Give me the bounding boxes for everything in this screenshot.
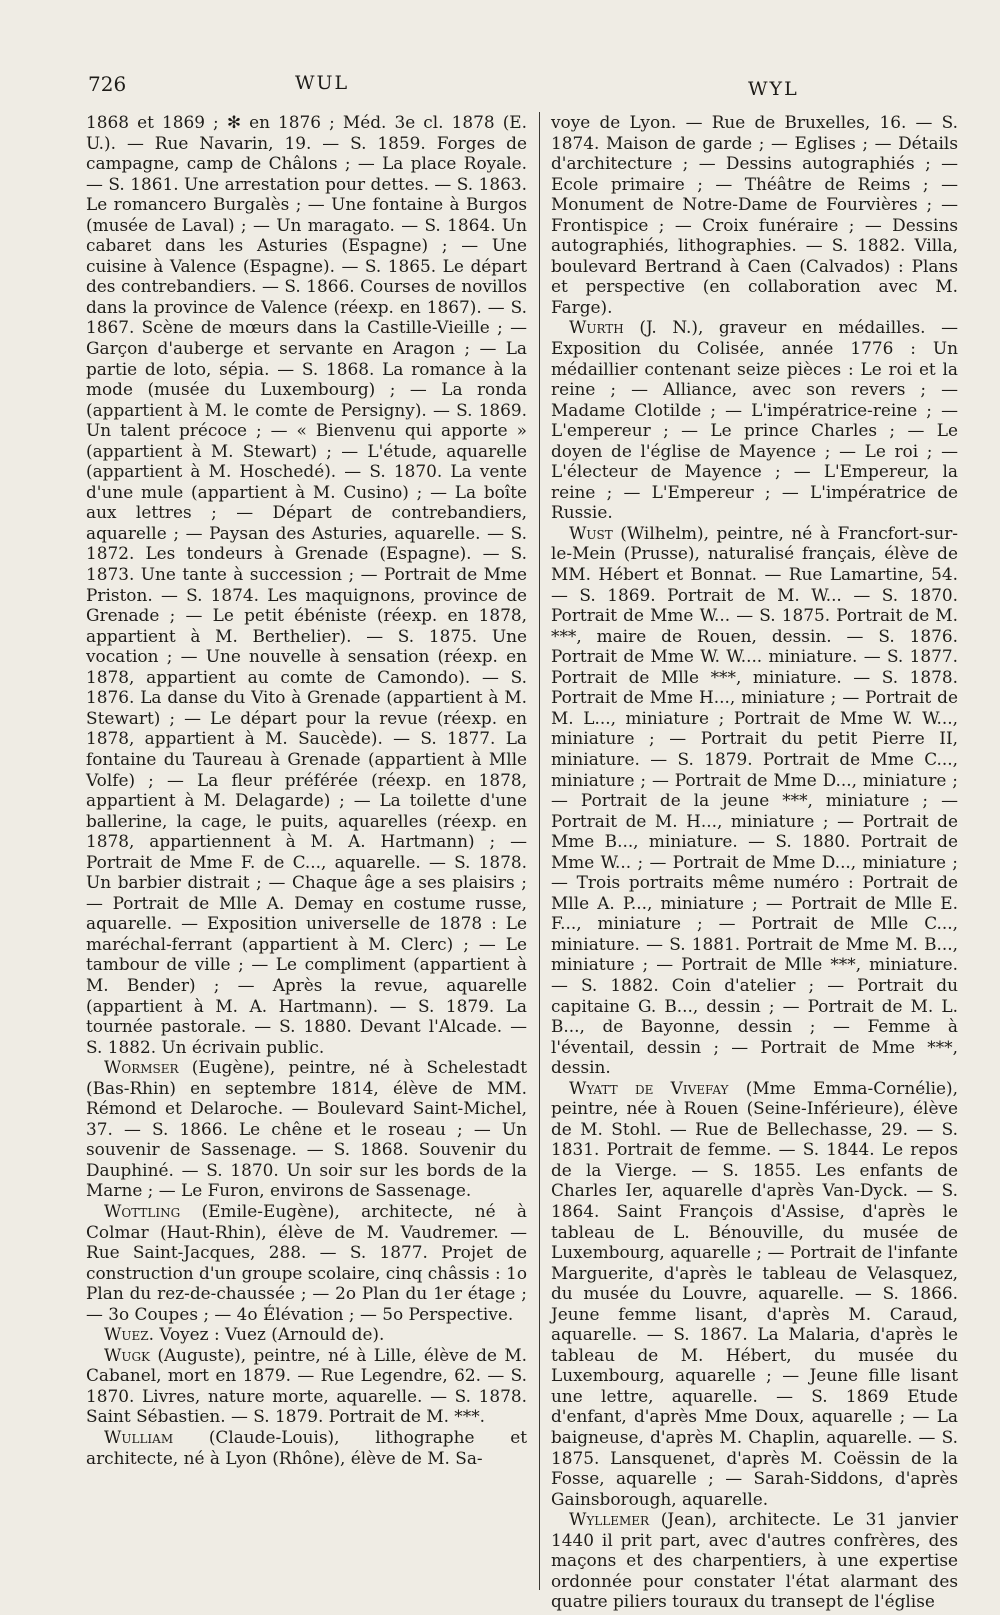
- entry-name: Wurth: [569, 317, 624, 338]
- entry-text: (Jean), architecte. Le 31 janvier 1440 il prit part, avec d'autres confrères, des maçons et des charpentiers, à une expertise ordonnée pour constater l'état alarmant des quatre piliers touraux du transept de l'église: [551, 1509, 958, 1612]
- entry-text: (Wilhelm), peintre, né à Francfort-sur-le-Mein (Prusse), naturalisé français, élève de MM. Hébert et Bonnat. — Rue Lamartine, 54. — S. 1869. Portrait de M. W... — S. 1870. Portrait de Mme W... — S. 1875. Portrait de M. ***, maire de Rouen, dessin. — S. 1876. Portrait de Mme W. W.... miniature. — S. 1877. Portrait de Mlle ***, miniature. — S. 1878. Portrait de Mme H..., miniature ; — Portrait de M. L..., miniature ; Portrait de Mme W. W..., miniature ; — Portrait du petit Pierre II, miniature. — S. 1879. Portrait de Mme C..., miniature ; — Portrait de Mme D..., miniature ; — Portrait de la jeune ***, miniature ; — Portrait de M. H..., miniature ; — Portrait de Mme B..., miniature. — S. 1880. Portrait de Mme W... ; — Portrait de Mme D..., miniature ; — Trois portraits même numéro : Portrait de Mlle A. P..., miniature ; — Portrait de Mlle E. F..., miniature ; — Portrait de Mlle C..., miniature. — S. 1881. Portrait de Mme M. B..., miniature ; — Portrait de Mlle ***, miniature. — S. 1882. Coin d'atelier ; — Portrait du capitaine G. B..., dessin ; — Portrait de M. L. B..., de Bayonne, dessin ; — Femme à l'éventail, dessin ; — Portrait de Mme ***, dessin.: [551, 522, 958, 1078]
- entry-wottling: [86, 1201, 527, 1324]
- continued-entry-text: 1868 et 1869 ; ✻ en 1876 ; Méd. 3e cl. 1878 (E. U.). — Rue Navarin, 19. — S. 1859. Forges de campagne, camp de Châlons ; — La place Royale. — S. 1861. Une arrestation pour dettes. — S. 1863. Le romancero Burgalès ; — Une fontaine à Burgos (musée de Laval) ; — Un maragato. — S. 1864. Un cabaret dans les Asturies (Espagne) ; — Une cuisine à Valence (Espagne). — S. 1865. Le départ des contrebandiers. — S. 1866. Courses de novillos dans la province de Valence (réexp. en 1867). — S. 1867. Scène de mœurs dans la Castille-Vieille ; — Garçon d'auberge et servante en Aragon ; — La partie de loto, sépia. — S. 1868. La romance à la mode (musée du Luxembourg) ; — La ronda (appartient à M. le comte de Persigny). — S. 1869. Un talent précoce ; — « Bienvenu qui apporte » (appartient à M. Stewart) ; — L'étude, aquarelle (appartient à M. Hoschedé). — S. 1870. La vente d'une mule (appartient à M. Cusino) ; — La boîte aux lettres ; — Départ de contrebandiers, aquarelle ; — Paysan des Asturies, aquarelle. — S. 1872. Les tondeurs à Grenade (Espagne). — S. 1873. Une tante à succession ; — Portrait de Mme Priston. — S. 1874. Les maquignons, province de Grenade ; — Le petit ébéniste (réexp. en 1878, appartient à M. Berthelier). — S. 1875. Une vocation ; — Une nouvelle à sensation (réexp. en 1878, appartient au comte de Camondo). — S. 1876. La danse du Vito à Grenade (appartient à M. Stewart) ; — Le départ pour la revue (réexp. en 1878, appartient à M. Saucède). — S. 1877. La fontaine du Taureau à Grenade (appartient à Mlle Volfe) ; — La fleur préférée (réexp. en 1878, appartient à M. Delagarde) ; — La toilette d'une ballerine, la cage, le puits, aquarelles (réexp. en 1878, appartiennent à M. A. Hartmann) ; — Portrait de Mme F. de C..., aquarelle. — S. 1878. Un barbier distrait ; — Chaque âge a ses plaisirs ; — Portrait de Mlle A. Demay en costume russe, aquarelle. — Exposition universelle de 1878 : Le maréchal-ferrant (appartient à M. Clerc) ; — Le tambour de ville ; — Le compliment (appartient à M. Bender) ; — Après la revue, aquarelle (appartient à M. A. Hartmann). — S. 1879. La tournée pastorale. — S. 1880. Devant l'Alcade. — S. 1882. Un écrivain public.: [86, 112, 527, 1057]
- entry-name: Wottling: [104, 1200, 181, 1221]
- entry-name: Wyatt de Vivefay: [569, 1077, 729, 1098]
- entry-wust: [551, 523, 958, 1078]
- entry-name: Wyllemer: [569, 1509, 650, 1530]
- entry-name: Wust: [569, 522, 613, 543]
- entry-name: Wormser: [104, 1057, 179, 1078]
- right-column: [551, 112, 958, 1612]
- left-column: [86, 112, 527, 1592]
- entry-text: (Claude-Louis), lithographe et architecte, né à Lyon (Rhône), élève de M. Sa-: [86, 1427, 527, 1468]
- entry-wormser: [86, 1057, 527, 1201]
- entry-name: Wugk: [104, 1344, 151, 1365]
- right-running-head: WYL: [748, 78, 799, 100]
- page-header: [0, 72, 1000, 102]
- entry-name: Wuez: [104, 1324, 149, 1345]
- entry-name: Wulliam: [104, 1427, 174, 1447]
- entry-wulliam: [86, 1427, 527, 1468]
- entry-text: (Emile-Eugène), architecte, né à Colmar (Haut-Rhin), élève de M. Vaudremer. — Rue Saint-Jacques, 288. — S. 1877. Projet de construction d'un groupe scolaire, cinq châssis : 1o Plan du rez-de-chaussée ; — 2o Plan du 1er étage ; — 3o Coupes ; — 4o Élévation ; — 5o Perspective.: [86, 1200, 527, 1324]
- entry-wyllemer: [551, 1509, 958, 1612]
- entry-wuez: [86, 1324, 527, 1345]
- entry-text: (J. N.), graveur en médailles. — Exposition du Colisée, année 1776 : Un médaillier contenant seize pièces : Le roi et la reine ; — Alliance, avec son revers ; — Madame Clotilde ; — L'impératrice-reine ; — L'empereur ; — Le prince Charles ; — Le doyen de l'église de Mayence ; — Le roi ; — L'électeur de Mayence ; — L'Empereur, la reine ; — L'Empereur ; — L'impératrice de Russie.: [551, 317, 958, 523]
- left-running-head: WUL: [295, 72, 350, 94]
- page-number: 726: [88, 72, 127, 96]
- entry-text: . Voyez : Vuez (Arnould de).: [148, 1324, 385, 1345]
- entry-text: (Auguste), peintre, né à Lille, élève de M. Cabanel, mort en 1879. — Rue Legendre, 62. — S. 1870. Livres, nature morte, aquarelle. — S. 1878. Saint Sébastien. — S. 1879. Portrait de M. ***.: [86, 1344, 527, 1427]
- entry-wyatt-de-vivefay: [551, 1078, 958, 1509]
- entry-wurth: [551, 317, 958, 522]
- column-divider: [539, 112, 540, 1590]
- entry-text: (Eugène), peintre, né à Schelestadt (Bas-Rhin) en septembre 1814, élève de MM. Rémond et Delaroche. — Boulevard Saint-Michel, 37. — S. 1866. Le chêne et le roseau ; — Un souvenir de Sassenage. — S. 1868. Souvenir du Dauphiné. — S. 1870. Un soir sur les bords de la Marne ; — Le Furon, environs de Sassenage.: [86, 1057, 527, 1201]
- continued-entry-text: voye de Lyon. — Rue de Bruxelles, 16. — S. 1874. Maison de garde ; — Eglises ; — Détails d'architecture ; — Dessins autographiés ; — Ecole primaire ; — Théâtre de Reims ; — Monument de Notre-Dame de Fourvières ; — Frontispice ; — Croix funéraire ; — Dessins autographiés, lithographies. — S. 1882. Villa, boulevard Bertrand à Caen (Calvados) : Plans et perspective (en collaboration avec M. Farge).: [551, 112, 958, 317]
- entry-wugk: [86, 1345, 527, 1427]
- entry-text: (Mme Emma-Cornélie), peintre, née à Rouen (Seine-Inférieure), élève de M. Stohl. — Rue de Bellechasse, 29. — S. 1831. Portrait de femme. — S. 1844. Le repos de la Vierge. — S. 1855. Les enfants de Charles Ier, aquarelle d'après Van-Dyck. — S. 1864. Saint François d'Assise, d'après le tableau de L. Bénouville, du musée de Luxembourg, aquarelle ; — Portrait de l'infante Marguerite, d'après le tableau de Velasquez, du musée du Louvre, aquarelle. — S. 1866. Jeune femme lisant, d'après M. Caraud, aquarelle. — S. 1867. La Malaria, d'après le tableau de M. Hébert, du musée du Luxembourg, aquarelle ; — Jeune fille lisant une lettre, aquarelle. — S. 1869 Etude d'enfant, d'après Mme Doux, aquarelle ; — La baigneuse, d'après M. Chaplin, aquarelle. — S. 1875. Lansquenet, d'après M. Coëssin de la Fosse, aquarelle ; — Sarah-Siddons, d'après Gainsborough, aquarelle.: [551, 1077, 958, 1509]
